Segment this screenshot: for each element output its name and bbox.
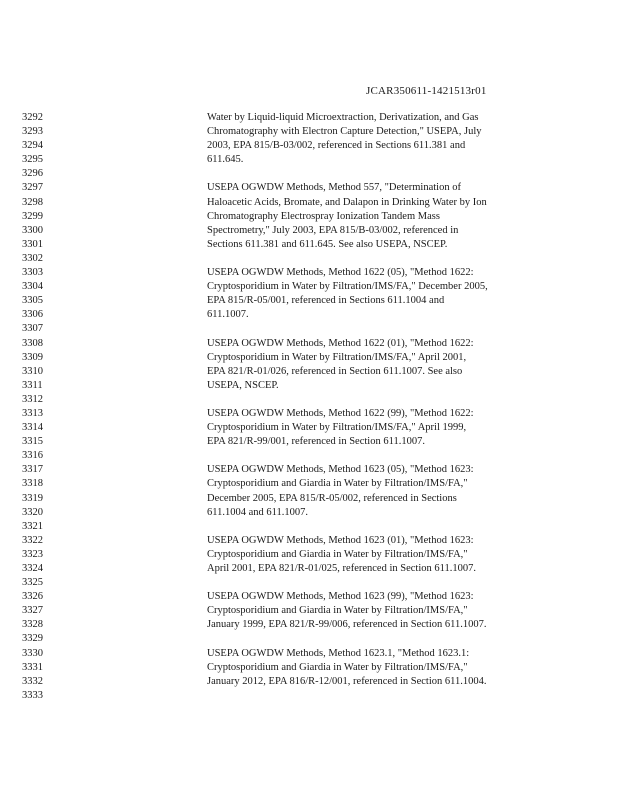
citation-line: Cryptosporidium and Giardia in Water by Filtration/IMS/FA," <box>207 661 468 673</box>
blank-line <box>207 520 547 534</box>
citation-line: January 2012, EPA 816/R-12/001, referenced in Section 611.1004. <box>207 675 487 687</box>
line-number: 3316 <box>22 450 43 462</box>
citation-entry <box>207 534 547 576</box>
line-number: 3326 <box>22 591 43 603</box>
citation-line: 2003, EPA 815/B-03/002, referenced in Sections 611.381 and <box>207 140 466 152</box>
citation-line: USEPA OGWDW Methods, Method 557, "Determination of <box>207 182 461 194</box>
citation-entry <box>207 181 547 251</box>
citation-line: USEPA OGWDW Methods, Method 1622 (05), "Method 1622: <box>207 267 474 279</box>
citation-entry <box>207 463 547 519</box>
line-number: 3294 <box>22 140 43 152</box>
line-number: 3329 <box>22 633 43 645</box>
citation-entry <box>207 407 547 449</box>
citation-line: Spectrometry," July 2003, EPA 815/B-03/002, referenced in <box>207 224 459 236</box>
line-number: 3308 <box>22 337 43 349</box>
citation-line: EPA 815/R-05/001, referenced in Sections 611.1004 and <box>207 295 445 307</box>
line-number: 3313 <box>22 407 43 419</box>
line-number-column <box>22 111 43 703</box>
line-number: 3292 <box>22 112 43 123</box>
citation-line: Cryptosporidium in Water by Filtration/IMS/FA," December 2005, <box>207 281 488 293</box>
line-number: 3325 <box>22 577 43 589</box>
citation-line: 611.1007. <box>207 309 249 321</box>
citation-entry <box>207 111 547 167</box>
document-header-id: JCAR350611-1421513r01 <box>366 85 487 97</box>
citation-line: Chromatography with Electron Capture Detection," USEPA, July <box>207 126 482 138</box>
line-number: 3330 <box>22 647 43 659</box>
citation-line: USEPA OGWDW Methods, Method 1623 (01), "Method 1623: <box>207 534 474 546</box>
line-number: 3311 <box>22 379 43 391</box>
line-number: 3299 <box>22 210 43 222</box>
citation-line: USEPA, NSCEP. <box>207 379 279 391</box>
line-number: 3323 <box>22 548 43 560</box>
line-number: 3314 <box>22 422 43 434</box>
citation-entry <box>207 590 547 632</box>
line-number: 3322 <box>22 534 43 546</box>
citation-line: Cryptosporidium and Giardia in Water by Filtration/IMS/FA," <box>207 605 468 617</box>
citation-line: USEPA OGWDW Methods, Method 1623.1, "Method 1623.1: <box>207 647 470 659</box>
citation-entry <box>207 266 547 322</box>
blank-line <box>207 689 547 703</box>
line-number: 3319 <box>22 492 43 504</box>
line-number: 3333 <box>22 689 43 701</box>
citation-line: December 2005, EPA 815/R-05/002, referenced in Sections <box>207 492 457 504</box>
citation-line: Cryptosporidium in Water by Filtration/IMS/FA," April 2001, <box>207 351 467 363</box>
citation-line: Haloacetic Acids, Bromate, and Dalapon in Drinking Water by Ion <box>207 196 487 208</box>
citation-list <box>207 111 547 703</box>
citation-line: 611.645. <box>207 154 244 166</box>
citation-line: Cryptosporidium and Giardia in Water by Filtration/IMS/FA," <box>207 548 468 560</box>
citation-line: Water by Liquid-liquid Microextraction, Derivatization, and Gas <box>207 112 479 123</box>
line-number: 3298 <box>22 196 43 208</box>
line-number: 3315 <box>22 436 43 448</box>
citation-line: January 1999, EPA 821/R-99/006, referenced in Section 611.1007. <box>207 619 487 631</box>
line-number: 3300 <box>22 224 43 236</box>
line-number: 3328 <box>22 619 43 631</box>
blank-line <box>207 449 547 463</box>
line-number: 3332 <box>22 675 43 687</box>
line-number: 3307 <box>22 323 43 335</box>
citation-line: USEPA OGWDW Methods, Method 1622 (01), "Method 1622: <box>207 337 474 349</box>
line-number: 3293 <box>22 126 43 138</box>
line-number: 3331 <box>22 661 43 673</box>
citation-line: EPA 821/R-99/001, referenced in Section 611.1007. <box>207 436 425 448</box>
line-number: 3317 <box>22 464 43 476</box>
line-number: 3302 <box>22 252 43 264</box>
citation-line: April 2001, EPA 821/R-01/025, referenced in Section 611.1007. <box>207 563 476 574</box>
line-number: 3321 <box>22 520 43 532</box>
citation-entry <box>207 647 547 689</box>
citation-line: Sections 611.381 and 611.645. See also USEPA, NSCEP. <box>207 238 448 250</box>
blank-line <box>207 167 547 181</box>
line-number: 3304 <box>22 281 43 293</box>
blank-line <box>207 322 547 336</box>
citation-line: Chromatography Electrospray Ionization Tandem Mass <box>207 210 440 222</box>
line-number: 3301 <box>22 238 43 250</box>
blank-line <box>207 632 547 646</box>
line-number: 3297 <box>22 182 43 194</box>
citation-line: USEPA OGWDW Methods, Method 1623 (05), "Method 1623: <box>207 464 474 476</box>
line-number: 3305 <box>22 295 43 307</box>
line-number: 3303 <box>22 267 43 279</box>
line-number: 3306 <box>22 309 43 321</box>
line-number: 3312 <box>22 393 43 405</box>
line-number: 3327 <box>22 605 43 617</box>
citation-line: Cryptosporidium in Water by Filtration/IMS/FA," April 1999, <box>207 422 467 434</box>
line-number: 3324 <box>22 563 43 574</box>
line-number: 3309 <box>22 351 43 363</box>
citation-line: 611.1004 and 611.1007. <box>207 506 309 518</box>
citation-line: EPA 821/R-01/026, referenced in Section 611.1007. See also <box>207 365 463 377</box>
line-number: 3318 <box>22 478 43 490</box>
line-number: 3296 <box>22 168 43 180</box>
citation-line: USEPA OGWDW Methods, Method 1623 (99), "Method 1623: <box>207 591 474 603</box>
line-number: 3320 <box>22 506 43 518</box>
blank-line <box>207 393 547 407</box>
citation-line: Cryptosporidium and Giardia in Water by Filtration/IMS/FA," <box>207 478 468 490</box>
blank-line <box>207 576 547 590</box>
line-number: 3295 <box>22 154 43 166</box>
blank-line <box>207 252 547 266</box>
citation-entry <box>207 337 547 393</box>
citation-line: USEPA OGWDW Methods, Method 1622 (99), "Method 1622: <box>207 407 474 419</box>
line-number: 3310 <box>22 365 43 377</box>
